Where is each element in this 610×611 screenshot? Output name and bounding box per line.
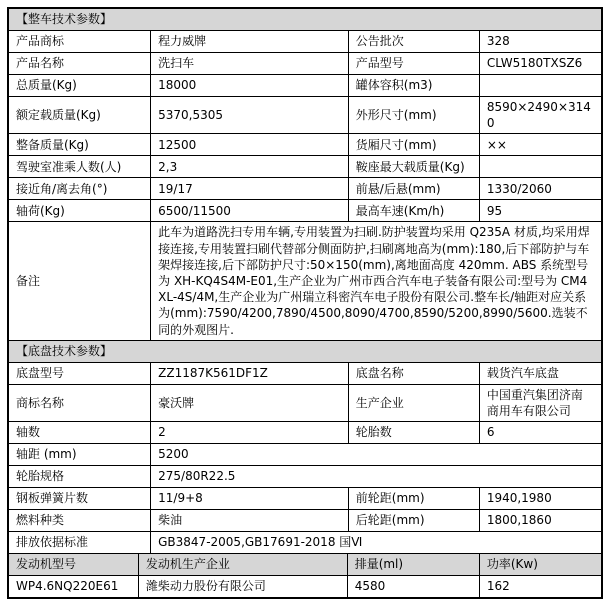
spec-value: 1940,1980 [479, 488, 601, 510]
spec-value: 275/80R22.5 [151, 466, 602, 488]
spec-value: 1800,1860 [479, 510, 601, 532]
table-row [9, 422, 602, 444]
spec-label: 前轮距(mm) [348, 488, 479, 510]
spec-label: 产品型号 [348, 53, 479, 75]
spec-value: 5200 [151, 444, 602, 466]
table-row [9, 444, 602, 466]
spec-label: 钢板弹簧片数 [9, 488, 151, 510]
table-row [9, 362, 602, 384]
spec-sheet [7, 7, 603, 599]
spec-label: 商标名称 [9, 384, 151, 421]
spec-value [479, 156, 601, 178]
spec-label: 鞍座最大载质量(Kg) [348, 156, 479, 178]
spec-label: 罐体容积(m3) [348, 75, 479, 97]
table-row [9, 9, 602, 31]
spec-value: 潍柴动力股份有限公司 [138, 576, 347, 598]
table-row [9, 340, 602, 362]
table-row [9, 156, 602, 178]
remark-text: 此车为道路洗扫专用车辆,专用装置为扫刷.防护装置均采用 Q235A 材质,均采用焊接连接,专用装置扫刷代替部分侧面防护,扫刷离地高为(mm):180,后下部防护与车架焊接连接,后下部防护尺寸:50×150(mm),离地面高度 420mm. ABS 系统型号为 XH-KQ4S4M-E01,生产企业为广州市西合汽车电子装备有限公司:型号为 CM4XL-4S/4M,生产企业为广州瑞立科密汽车电子股份有限公司.整车长/轴距对应关系为(mm):7590/4200,7890/4500,8090/4700,8590/5200,8990/5600.选装不同的外观图片. [151, 222, 602, 340]
table-row [9, 75, 602, 97]
spec-value: GB3847-2005,GB17691-2018 国Ⅵ [151, 532, 602, 554]
table-row [9, 532, 602, 554]
spec-value [479, 75, 601, 97]
spec-value: 豪沃牌 [151, 384, 349, 421]
spec-label: 燃料种类 [9, 510, 151, 532]
spec-value: 6 [479, 422, 601, 444]
spec-label: 最高车速(Km/h) [348, 200, 479, 222]
spec-label: 产品商标 [9, 31, 151, 53]
spec-label: 额定载质量(Kg) [9, 97, 151, 134]
spec-label: 生产企业 [348, 384, 479, 421]
engine-spec-table [8, 553, 602, 598]
spec-value: 洗扫车 [151, 53, 349, 75]
table-row [9, 53, 602, 75]
engine-col-header: 功率(Kw) [479, 554, 601, 576]
spec-value: 2 [151, 422, 349, 444]
remark-label: 备注 [9, 222, 151, 340]
engine-col-header: 发动机生产企业 [138, 554, 347, 576]
spec-value: 12500 [151, 134, 349, 156]
spec-value: 18000 [151, 75, 349, 97]
engine-col-header: 排量(ml) [347, 554, 479, 576]
spec-label: 公告批次 [348, 31, 479, 53]
table-row [9, 31, 602, 53]
chassis-spec-table [8, 340, 602, 554]
table-row [9, 384, 602, 421]
spec-label: 整备质量(Kg) [9, 134, 151, 156]
spec-label: 轮胎规格 [9, 466, 151, 488]
engine-col-header: 发动机型号 [9, 554, 139, 576]
table-row [9, 466, 602, 488]
spec-label: 轮胎数 [348, 422, 479, 444]
table-row [9, 97, 602, 134]
spec-value: 8590×2490×3140 [479, 97, 601, 134]
spec-value: 柴油 [151, 510, 349, 532]
spec-label: 底盘型号 [9, 362, 151, 384]
spec-value: WP4.6NQ220E61 [9, 576, 139, 598]
chassis-section-title: 【底盘技术参数】 [9, 340, 602, 362]
spec-value: 4580 [347, 576, 479, 598]
spec-value: 11/9+8 [151, 488, 349, 510]
engine-data-row [9, 576, 602, 598]
vehicle-section-title: 【整车技术参数】 [9, 9, 602, 31]
spec-value: 19/17 [151, 178, 349, 200]
spec-label: 总质量(Kg) [9, 75, 151, 97]
spec-label: 底盘名称 [348, 362, 479, 384]
spec-label: 接近角/离去角(°) [9, 178, 151, 200]
spec-value: 1330/2060 [479, 178, 601, 200]
spec-value: CLW5180TXSZ6 [479, 53, 601, 75]
spec-label: 轴荷(Kg) [9, 200, 151, 222]
spec-value: 162 [479, 576, 601, 598]
spec-value: 6500/11500 [151, 200, 349, 222]
spec-value: 95 [479, 200, 601, 222]
vehicle-spec-table [8, 8, 602, 341]
spec-label: 排放依据标准 [9, 532, 151, 554]
spec-value: 5370,5305 [151, 97, 349, 134]
remark-row [9, 222, 602, 340]
spec-value: ×× [479, 134, 601, 156]
spec-value: 2,3 [151, 156, 349, 178]
spec-label: 轴距 (mm) [9, 444, 151, 466]
spec-label: 外形尺寸(mm) [348, 97, 479, 134]
spec-label: 轴数 [9, 422, 151, 444]
table-row [9, 510, 602, 532]
spec-label: 产品名称 [9, 53, 151, 75]
spec-label: 后轮距(mm) [348, 510, 479, 532]
engine-header-row [9, 554, 602, 576]
spec-value: 328 [479, 31, 601, 53]
table-row [9, 200, 602, 222]
table-row [9, 134, 602, 156]
spec-value: 载货汽车底盘 [479, 362, 601, 384]
spec-label: 前悬/后悬(mm) [348, 178, 479, 200]
spec-value: 程力威牌 [151, 31, 349, 53]
spec-label: 货厢尺寸(mm) [348, 134, 479, 156]
table-row [9, 488, 602, 510]
spec-label: 驾驶室准乘人数(人) [9, 156, 151, 178]
table-row [9, 178, 602, 200]
spec-value: 中国重汽集团济南商用车有限公司 [479, 384, 601, 421]
spec-value: ZZ1187K561DF1Z [151, 362, 349, 384]
